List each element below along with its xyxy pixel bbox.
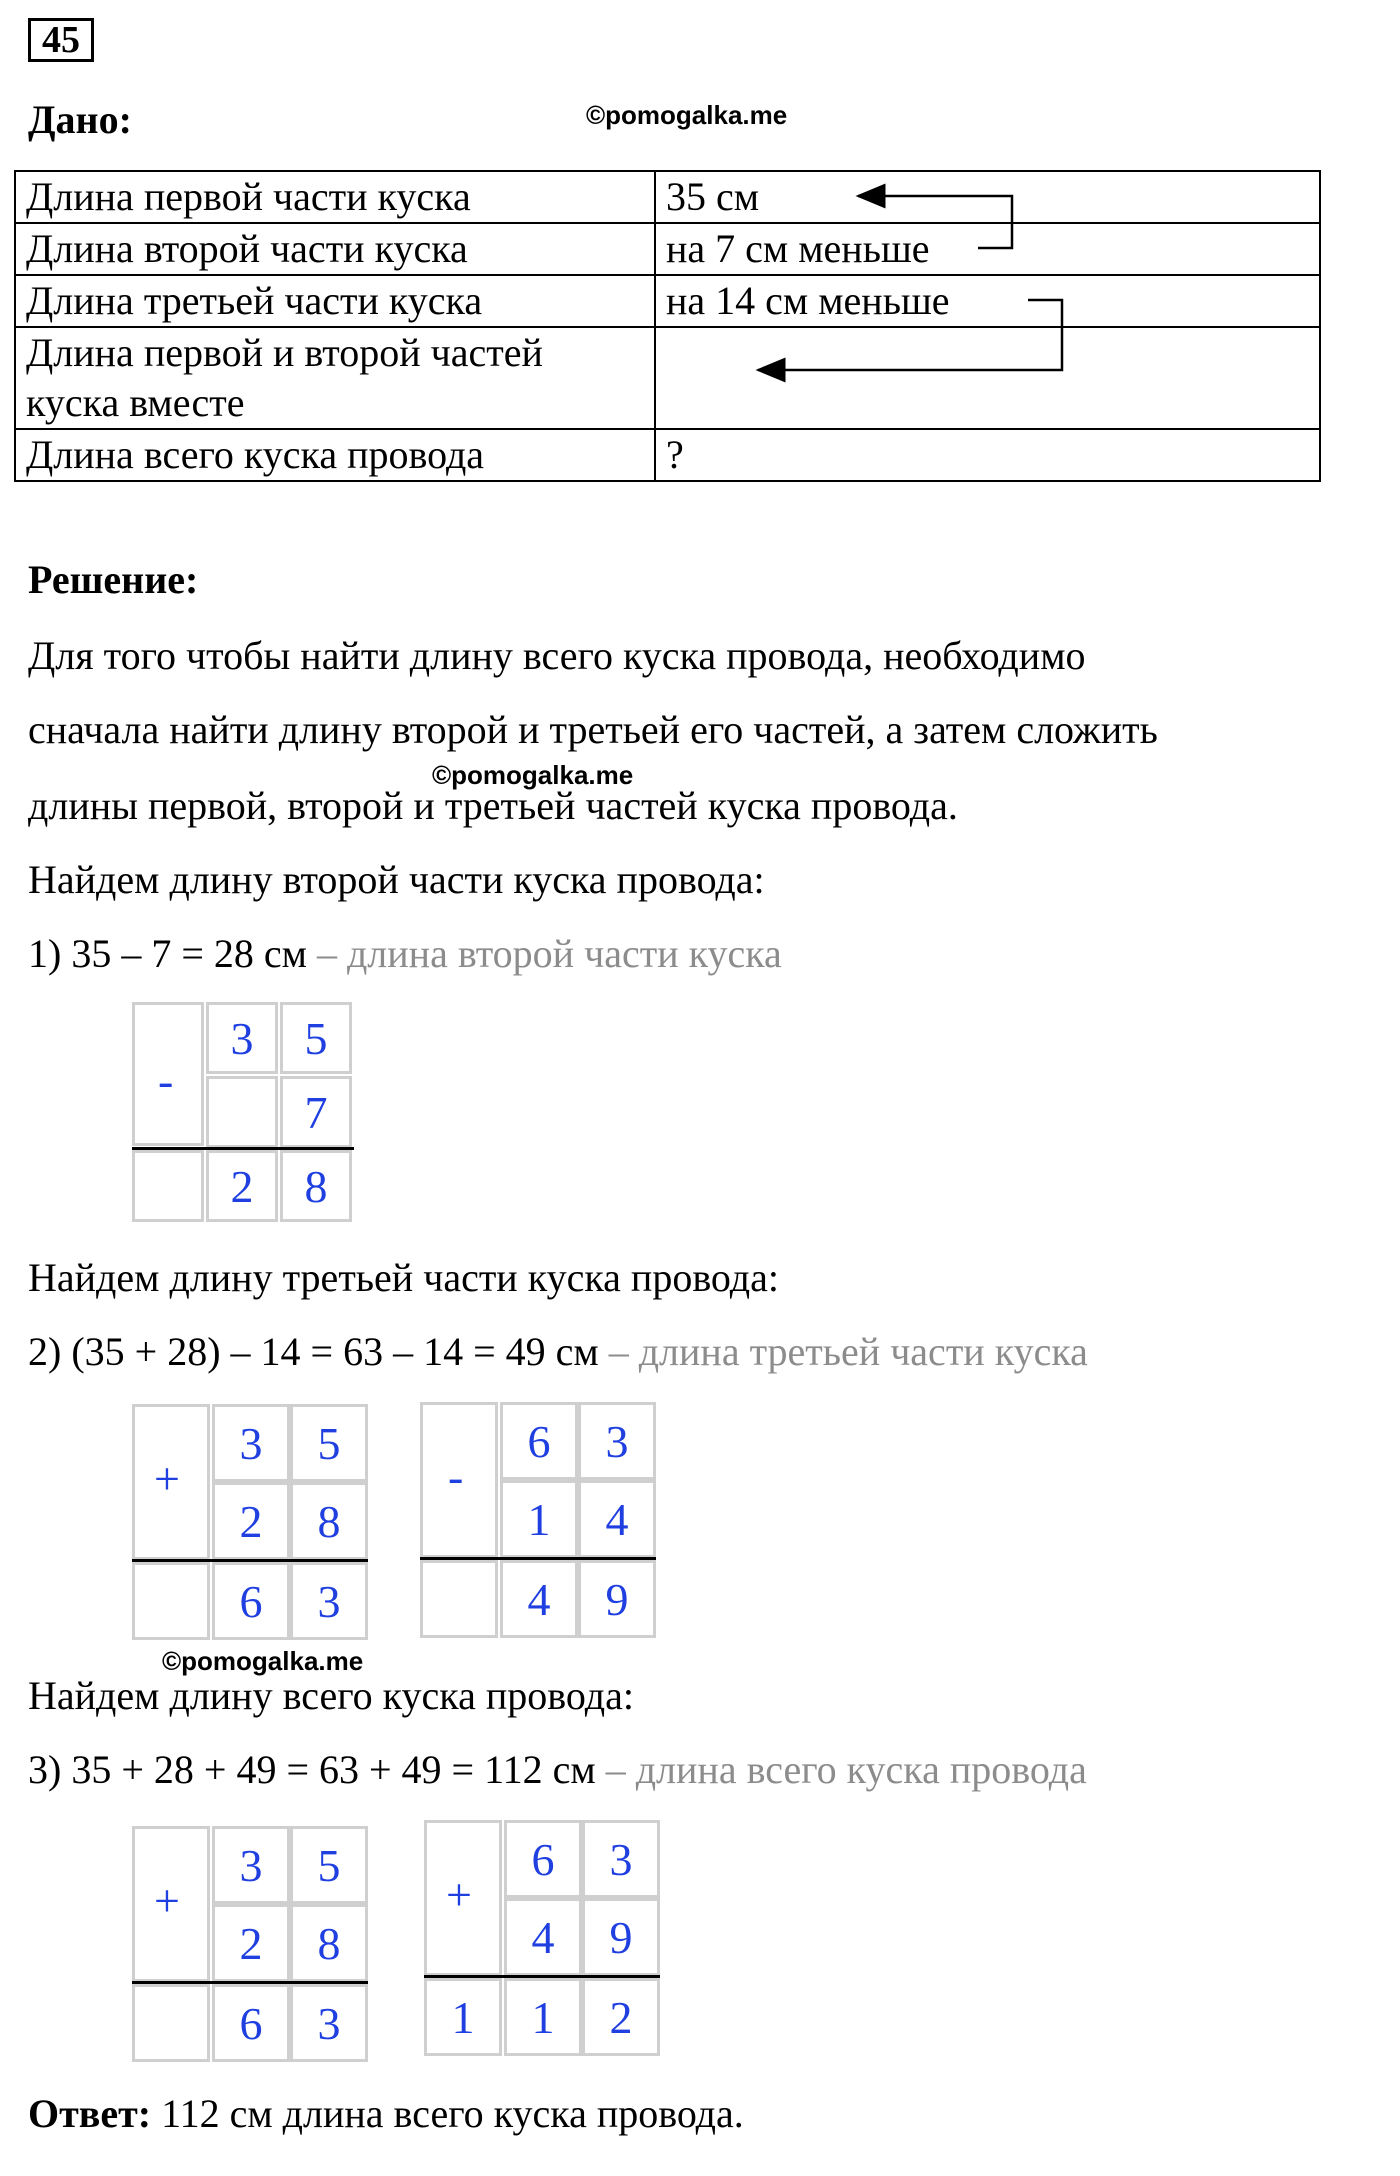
digit-cell: 6 [212,1562,290,1640]
digit-cell: 4 [504,1898,582,1976]
row-value: на 7 см меньше [655,223,1320,275]
digit-cell [132,1984,210,2062]
digit-cell: 8 [290,1482,368,1560]
result-line [132,1559,368,1562]
step-heading: Найдем длину второй части куска провода: [28,857,765,902]
intro-line: Для того чтобы найти длину всего куска провода, необходимо [28,633,1086,678]
digit-cell [420,1560,498,1638]
answer-line [28,2090,744,2137]
digit-cell: 1 [504,1978,582,2056]
digit-cell [132,1562,210,1640]
digit-cell: 9 [578,1560,656,1638]
column-subtraction-3 [420,1402,656,1638]
expression-note: – длина второй части куска [306,931,782,976]
digit-cell: 6 [500,1402,578,1480]
operator-sign: + [154,1453,180,1504]
digit-cell: 6 [504,1820,582,1898]
digit-cell: 8 [280,1150,352,1222]
intro-line: сначала найти длину второй и третьей его частей, а затем сложить [28,707,1158,752]
expression-note: – длина всего куска провода [595,1747,1087,1792]
watermark-2: ©pomogalka.me [432,760,634,790]
expression: 2) (35 + 28) – 14 = 63 – 14 = 49 см [28,1329,599,1374]
digit-cell: 3 [206,1002,278,1074]
answer-label: Ответ: [28,2091,152,2136]
digit-cell: 1 [424,1978,502,2056]
step-expression [28,1746,1087,1793]
row-label: Длина всего куска провода [15,429,655,481]
arrow-connector [758,300,1062,370]
column-subtraction-1 [132,1002,354,1224]
table-arrows [0,0,1400,500]
digit-cell: 3 [290,1984,368,2062]
digit-cell: 3 [290,1562,368,1640]
problem-number: 45 [28,18,94,62]
watermark-3: ©pomogalka.me [162,1646,364,1676]
digit-cell: 2 [582,1978,660,2056]
given-heading: Дано: [28,97,132,142]
row-value: 35 см [655,171,1320,223]
result-line [132,1981,368,1984]
digit-cell: 4 [578,1480,656,1558]
digit-cell: 2 [212,1904,290,1982]
step-heading: Найдем длину третьей части куска провода: [28,1255,779,1300]
row-value: на 14 см меньше [655,275,1320,327]
arrow-connector [858,196,1012,248]
column-addition-4 [132,1826,368,2062]
row-value: ? [655,429,1320,481]
digit-cell [132,1150,204,1222]
digit-cell: 4 [500,1560,578,1638]
operator-sign: + [446,1869,472,1920]
digit-cell: 2 [206,1150,278,1222]
step-expression [28,930,782,977]
digit-cell: 3 [212,1826,290,1904]
operator-sign: + [154,1875,180,1926]
intro-line: длины первой, второй и третьей частей куска провода. [28,783,958,828]
expression-note: – длина третьей части куска [598,1329,1088,1374]
result-line [132,1147,354,1150]
digit-cell: 9 [582,1898,660,1976]
expression: 1) 35 – 7 = 28 см [28,931,307,976]
digit-cell: 2 [212,1482,290,1560]
expression: 3) 35 + 28 + 49 = 63 + 49 = 112 см [28,1747,596,1792]
digit-cell: 5 [280,1002,352,1074]
step-expression [28,1328,1088,1375]
digit-cell: 3 [212,1404,290,1482]
column-addition-5 [424,1820,660,2056]
row-label: Длина второй части куска [15,223,655,275]
digit-cell: 8 [290,1904,368,1982]
watermark-1: ©pomogalka.me [586,100,788,130]
digit-cell: 3 [578,1402,656,1480]
step-heading: Найдем длину всего куска провода: [28,1673,634,1718]
digit-cell: 1 [500,1480,578,1558]
operator-sign: - [158,1055,174,1106]
digit-cell: 7 [280,1076,352,1148]
result-line [420,1557,656,1560]
digit-cell: 5 [290,1404,368,1482]
digit-cell: 5 [290,1826,368,1904]
column-addition-2 [132,1404,368,1640]
row-label: Длина третьей части куска [15,275,655,327]
row-label: Длина первой части куска [15,171,655,223]
answer-text: 112 см длина всего куска провода. [151,2091,744,2136]
operator-sign: - [448,1451,464,1502]
digit-cell: 6 [212,1984,290,2062]
solution-heading: Решение: [28,557,199,602]
result-line [424,1975,660,1978]
row-label: Длина первой и второй частей куска вместе [15,327,655,429]
digit-cell [206,1076,278,1148]
digit-cell: 3 [582,1820,660,1898]
